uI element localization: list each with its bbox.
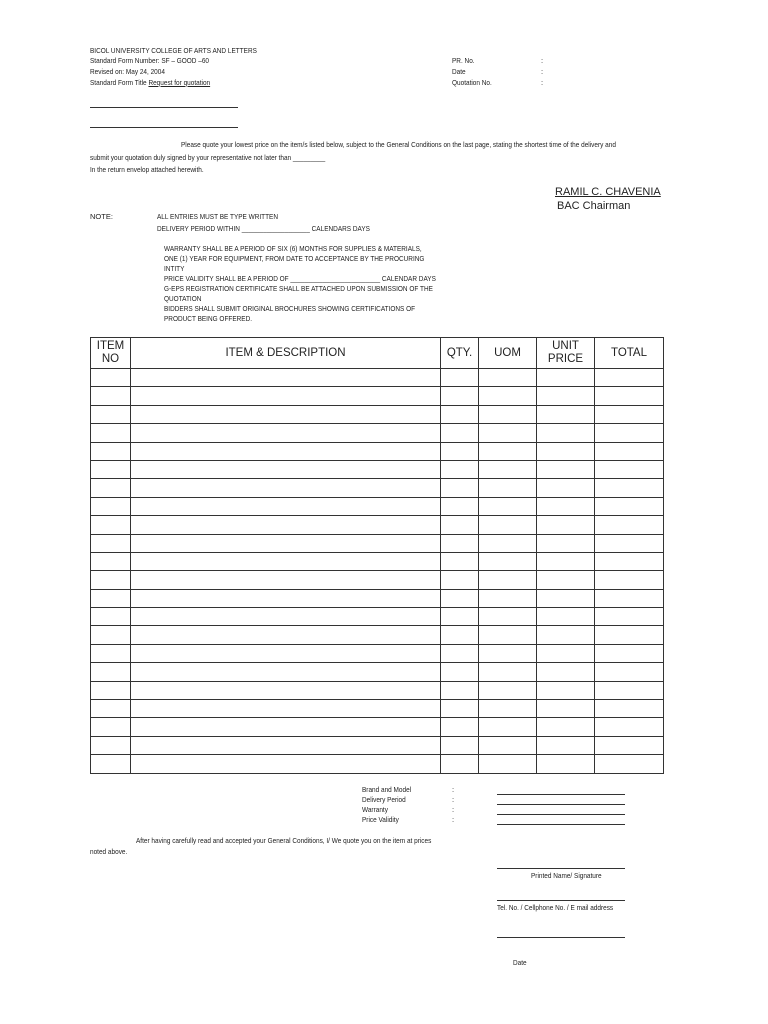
cell-qty[interactable] — [441, 718, 479, 736]
table-row — [91, 755, 664, 773]
cell-item-no[interactable] — [91, 460, 131, 478]
table-row — [91, 497, 664, 515]
cell-uom[interactable] — [479, 479, 537, 497]
cell-item-no[interactable] — [91, 534, 131, 552]
cell-description[interactable] — [131, 755, 441, 773]
intro-line-2: submit your quotation duly signed by your representative not later than _________ — [90, 153, 326, 162]
table-row — [91, 369, 664, 387]
cell-item-no[interactable] — [91, 497, 131, 515]
signature-field[interactable] — [497, 868, 625, 869]
table-row — [91, 608, 664, 626]
cell-unit-price[interactable] — [537, 405, 595, 423]
cell-unit-price[interactable] — [537, 571, 595, 589]
cell-uom[interactable] — [479, 552, 537, 570]
table-row — [91, 479, 664, 497]
term-line: ONE (1) YEAR FOR EQUIPMENT, FROM DATE TO ACCEPTANCE BY THE PROCURING — [164, 254, 425, 263]
table-row — [91, 736, 664, 754]
cell-qty[interactable] — [441, 589, 479, 607]
quotation-no-label: Quotation No. — [452, 78, 492, 87]
table-row — [91, 718, 664, 736]
cell-uom[interactable] — [479, 369, 537, 387]
cell-description[interactable] — [131, 442, 441, 460]
form-title-line — [90, 78, 210, 88]
cell-unit-price[interactable] — [537, 479, 595, 497]
cell-unit-price[interactable] — [537, 424, 595, 442]
cell-unit-price[interactable] — [537, 442, 595, 460]
term-line: PRODUCT BEING OFFERED. — [164, 314, 253, 323]
closing-line-1: After having carefully read and accepted your General Conditions, I/ We quote you on the item at prices — [136, 836, 432, 845]
cell-uom[interactable] — [479, 626, 537, 644]
cell-item-no[interactable] — [91, 608, 131, 626]
cell-uom[interactable] — [479, 644, 537, 662]
date-sign-label: Date — [513, 958, 527, 967]
note-line-2: DELIVERY PERIOD WITHIN ___________________ CALENDARS DAYS — [157, 224, 370, 233]
brand-model-label: Brand and Model — [362, 785, 412, 794]
cell-description[interactable] — [131, 626, 441, 644]
cell-uom[interactable] — [479, 755, 537, 773]
cell-qty[interactable] — [441, 663, 479, 681]
cell-qty[interactable] — [441, 460, 479, 478]
cell-item-no[interactable] — [91, 644, 131, 662]
table-row — [91, 460, 664, 478]
cell-item-no[interactable] — [91, 681, 131, 699]
cell-unit-price[interactable] — [537, 700, 595, 718]
contact-label: Tel. No. / Cellphone No. / E mail address — [497, 903, 614, 912]
cell-description[interactable] — [131, 516, 441, 534]
cell-description[interactable] — [131, 497, 441, 515]
cell-total[interactable] — [595, 700, 664, 718]
note-line-1: ALL ENTRIES MUST BE TYPE WRITTEN — [157, 212, 279, 221]
cell-total[interactable] — [595, 644, 664, 662]
table-row — [91, 700, 664, 718]
cell-item-no[interactable] — [91, 552, 131, 570]
cell-uom[interactable] — [479, 589, 537, 607]
cell-item-no[interactable] — [91, 387, 131, 405]
cell-uom[interactable] — [479, 736, 537, 754]
printed-name-label: Printed Name/ Signature — [531, 871, 602, 880]
cell-qty[interactable] — [441, 552, 479, 570]
contact-field[interactable] — [497, 900, 625, 901]
term-line: PRICE VALIDITY SHALL BE A PERIOD OF _________________________ CALENDAR DAYS — [164, 274, 436, 283]
table-header-row — [91, 338, 664, 369]
cell-description[interactable] — [131, 369, 441, 387]
cell-qty[interactable] — [441, 479, 479, 497]
note-label: NOTE: — [90, 212, 113, 221]
cell-qty[interactable] — [441, 387, 479, 405]
cell-total[interactable] — [595, 460, 664, 478]
cell-unit-price[interactable] — [537, 516, 595, 534]
pr-no-colon: : — [541, 56, 544, 65]
cell-description[interactable] — [131, 681, 441, 699]
brand-model-field[interactable] — [497, 794, 625, 795]
cell-item-no[interactable] — [91, 479, 131, 497]
cell-uom[interactable] — [479, 534, 537, 552]
cell-total[interactable] — [595, 516, 664, 534]
cell-description[interactable] — [131, 479, 441, 497]
cell-qty[interactable] — [441, 644, 479, 662]
cell-item-no[interactable] — [91, 571, 131, 589]
intro-line-3: In the return envelop attached herewith. — [90, 165, 204, 174]
warranty-field[interactable] — [497, 814, 625, 815]
revised-date: Revised on: May 24, 2004 — [90, 67, 165, 76]
term-line: INTITY — [164, 264, 185, 273]
cell-uom[interactable] — [479, 700, 537, 718]
term-line: BIDDERS SHALL SUBMIT ORIGINAL BROCHURES SHOWING CERTIFICATIONS OF — [164, 304, 416, 313]
cell-description[interactable] — [131, 424, 441, 442]
cell-total[interactable] — [595, 424, 664, 442]
cell-total[interactable] — [595, 442, 664, 460]
cell-total[interactable] — [595, 663, 664, 681]
closing-line-2: noted above. — [90, 847, 128, 856]
cell-unit-price[interactable] — [537, 497, 595, 515]
cell-unit-price[interactable] — [537, 552, 595, 570]
price-validity-field[interactable] — [497, 824, 625, 825]
cell-total[interactable] — [595, 369, 664, 387]
warranty-colon: : — [452, 805, 455, 814]
form-title-label: Standard Form Title — [90, 78, 147, 87]
table-row — [91, 424, 664, 442]
table-body — [91, 369, 664, 774]
table-row — [91, 626, 664, 644]
table-row — [91, 516, 664, 534]
cell-item-no[interactable] — [91, 663, 131, 681]
table-row — [91, 644, 664, 662]
cell-unit-price[interactable] — [537, 681, 595, 699]
cell-description[interactable] — [131, 700, 441, 718]
cell-unit-price[interactable] — [537, 460, 595, 478]
term-line: WARRANTY SHALL BE A PERIOD OF SIX (6) MONTHS FOR SUPPLIES & MATERIALS, — [164, 244, 422, 253]
table-row — [91, 552, 664, 570]
cell-uom[interactable] — [479, 663, 537, 681]
cell-item-no[interactable] — [91, 589, 131, 607]
cell-unit-price[interactable] — [537, 608, 595, 626]
cell-qty[interactable] — [441, 424, 479, 442]
pr-no-label: PR. No. — [452, 56, 475, 65]
col-item-no: ITEM NO — [91, 338, 131, 369]
addressee-line-1[interactable] — [90, 107, 238, 108]
table-row — [91, 589, 664, 607]
cell-qty[interactable] — [441, 736, 479, 754]
cell-unit-price[interactable] — [537, 369, 595, 387]
col-uom: UOM — [479, 338, 537, 369]
cell-description[interactable] — [131, 608, 441, 626]
cell-total[interactable] — [595, 736, 664, 754]
price-validity-label: Price Validity — [362, 815, 399, 824]
table-row — [91, 387, 664, 405]
cell-total[interactable] — [595, 534, 664, 552]
cell-qty[interactable] — [441, 497, 479, 515]
signatory-title: BAC Chairman — [557, 200, 631, 212]
cell-item-no[interactable] — [91, 700, 131, 718]
cell-description[interactable] — [131, 552, 441, 570]
cell-item-no[interactable] — [91, 736, 131, 754]
form-number: Standard Form Number: SF – GOOD –60 — [90, 56, 210, 65]
cell-uom[interactable] — [479, 424, 537, 442]
price-validity-colon: : — [452, 815, 455, 824]
warranty-label: Warranty — [362, 805, 388, 814]
cell-total[interactable] — [595, 405, 664, 423]
cell-qty[interactable] — [441, 442, 479, 460]
cell-uom[interactable] — [479, 387, 537, 405]
cell-qty[interactable] — [441, 369, 479, 387]
cell-description[interactable] — [131, 387, 441, 405]
cell-qty[interactable] — [441, 534, 479, 552]
cell-unit-price[interactable] — [537, 736, 595, 754]
term-line: QUOTATION — [164, 294, 202, 303]
table-row — [91, 571, 664, 589]
cell-uom[interactable] — [479, 497, 537, 515]
cell-item-no[interactable] — [91, 626, 131, 644]
delivery-period-label: Delivery Period — [362, 795, 406, 804]
cell-description[interactable] — [131, 589, 441, 607]
cell-qty[interactable] — [441, 755, 479, 773]
cell-total[interactable] — [595, 755, 664, 773]
cell-unit-price[interactable] — [537, 589, 595, 607]
cell-uom[interactable] — [479, 460, 537, 478]
table-row — [91, 534, 664, 552]
col-description: ITEM & DESCRIPTION — [131, 338, 441, 369]
cell-total[interactable] — [595, 608, 664, 626]
cell-uom[interactable] — [479, 405, 537, 423]
intro-line-1: Please quote your lowest price on the item/s listed below, subject to the General Conditions on the last page, stating the shortest time of the delivery and — [181, 140, 616, 149]
cell-total[interactable] — [595, 552, 664, 570]
cell-qty[interactable] — [441, 571, 479, 589]
term-line: G-EPS REGISTRATION CERTIFICATE SHALL BE ATTACHED UPON SUBMISSION OF THE — [164, 284, 433, 293]
quotation-no-colon: : — [541, 78, 544, 87]
date-label: Date — [452, 67, 466, 76]
cell-description[interactable] — [131, 736, 441, 754]
cell-total[interactable] — [595, 681, 664, 699]
cell-uom[interactable] — [479, 681, 537, 699]
col-total: TOTAL — [595, 338, 664, 369]
cell-item-no[interactable] — [91, 516, 131, 534]
cell-unit-price[interactable] — [537, 626, 595, 644]
cell-qty[interactable] — [441, 608, 479, 626]
delivery-period-field[interactable] — [497, 804, 625, 805]
cell-uom[interactable] — [479, 718, 537, 736]
cell-uom[interactable] — [479, 571, 537, 589]
cell-unit-price[interactable] — [537, 644, 595, 662]
col-qty: QTY. — [441, 338, 479, 369]
brand-model-colon: : — [452, 785, 455, 794]
cell-unit-price[interactable] — [537, 755, 595, 773]
cell-total[interactable] — [595, 479, 664, 497]
cell-item-no[interactable] — [91, 755, 131, 773]
cell-item-no[interactable] — [91, 369, 131, 387]
cell-total[interactable] — [595, 626, 664, 644]
signatory-name: RAMIL C. CHAVENIA — [555, 186, 661, 198]
cell-description[interactable] — [131, 405, 441, 423]
cell-description[interactable] — [131, 534, 441, 552]
table-row — [91, 663, 664, 681]
cell-qty[interactable] — [441, 626, 479, 644]
institution-name: BICOL UNIVERSITY COLLEGE OF ARTS AND LETTERS — [90, 46, 257, 55]
items-table — [90, 337, 664, 774]
cell-description[interactable] — [131, 460, 441, 478]
cell-description[interactable] — [131, 663, 441, 681]
cell-item-no[interactable] — [91, 424, 131, 442]
cell-uom[interactable] — [479, 608, 537, 626]
note-terms — [164, 244, 436, 324]
cell-unit-price[interactable] — [537, 718, 595, 736]
cell-unit-price[interactable] — [537, 387, 595, 405]
cell-description[interactable] — [131, 644, 441, 662]
addressee-line-2[interactable] — [90, 127, 238, 128]
cell-total[interactable] — [595, 387, 664, 405]
cell-description[interactable] — [131, 571, 441, 589]
cell-description[interactable] — [131, 718, 441, 736]
date-field[interactable] — [497, 937, 625, 938]
delivery-period-colon: : — [452, 795, 455, 804]
table-row — [91, 405, 664, 423]
cell-qty[interactable] — [441, 681, 479, 699]
cell-item-no[interactable] — [91, 405, 131, 423]
cell-unit-price[interactable] — [537, 663, 595, 681]
cell-total[interactable] — [595, 718, 664, 736]
form-title-value: Request for quotation — [148, 78, 211, 87]
cell-total[interactable] — [595, 571, 664, 589]
cell-item-no[interactable] — [91, 442, 131, 460]
cell-qty[interactable] — [441, 516, 479, 534]
cell-total[interactable] — [595, 497, 664, 515]
cell-item-no[interactable] — [91, 718, 131, 736]
cell-uom[interactable] — [479, 442, 537, 460]
cell-qty[interactable] — [441, 700, 479, 718]
cell-qty[interactable] — [441, 405, 479, 423]
cell-unit-price[interactable] — [537, 534, 595, 552]
date-colon: : — [541, 67, 544, 76]
cell-total[interactable] — [595, 589, 664, 607]
table-row — [91, 442, 664, 460]
cell-uom[interactable] — [479, 516, 537, 534]
col-unit-price: UNIT PRICE — [537, 338, 595, 369]
table-row — [91, 681, 664, 699]
